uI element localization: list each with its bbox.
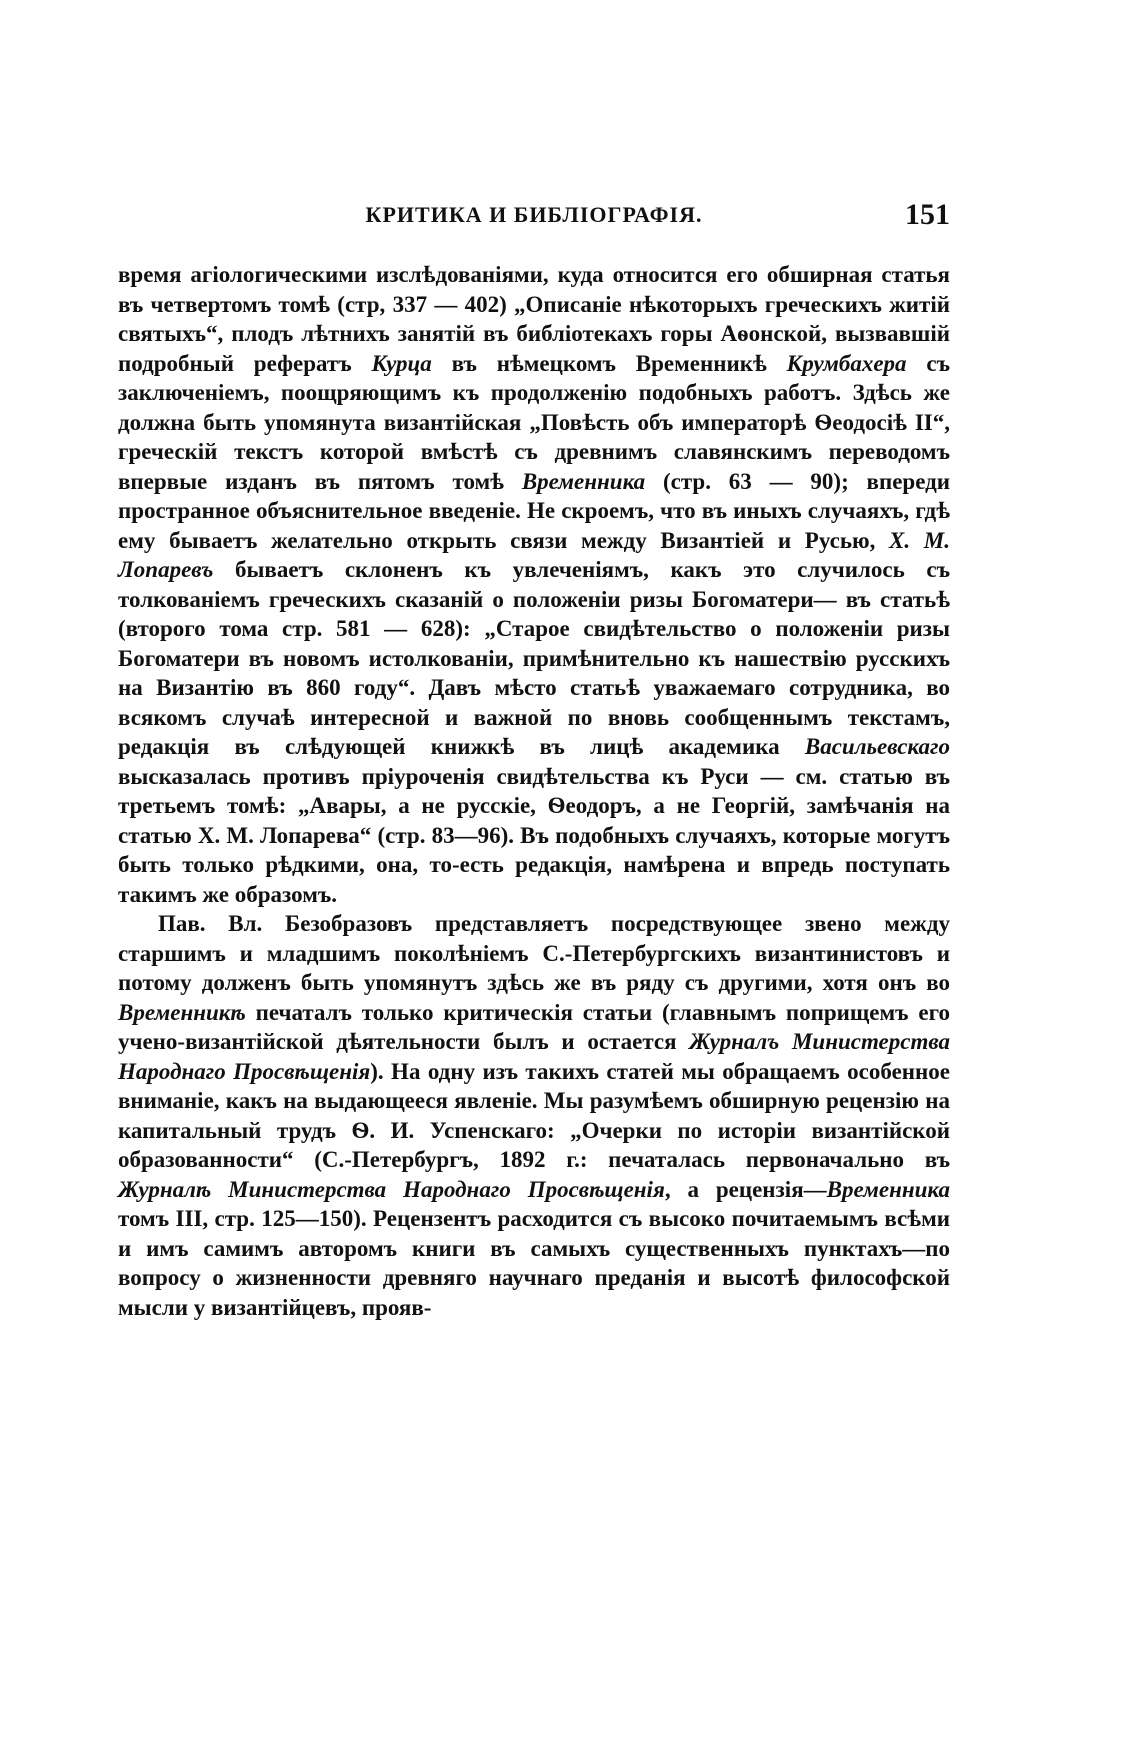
italic-reference: Х. М. Лопаревъ <box>118 527 950 582</box>
running-title: КРИТИКА И БИБЛІОГРАФІЯ. <box>365 202 703 227</box>
paragraph <box>118 260 950 909</box>
italic-reference: Крумбахера <box>786 350 907 376</box>
body-text <box>118 260 950 1322</box>
text-run: бываетъ склоненъ къ увлеченіямъ, какъ это случилось съ толкованіемъ греческихъ сказаній о положеніи ризы Богоматери— въ статьѣ (второго тома стр. 581 — 628): „Старое свидѣтельство о положеніи ризы Богоматери въ новомъ истолкованіи, примѣнительно къ нашествію русскихъ на Византію въ 860 году“. Давъ мѣсто статьѣ уважаемаго сотрудника, во всякомъ случаѣ интересной и важной по вновь сообщеннымъ текстамъ, редакція въ слѣдующей книжкѣ въ лицѣ академика <box>118 557 950 759</box>
text-run: томъ III, стр. 125—150). Рецензентъ расходится съ высоко почитаемымъ всѣми и имъ самимъ авторомъ книги въ самыхъ существенныхъ пунктахъ—по вопросу о жизненности древняго научнаго преданія и высотѣ философской мысли у византійцевъ, прояв- <box>118 1206 950 1320</box>
italic-reference: Курца <box>371 350 432 376</box>
text-run: высказалась противъ пріуроченія свидѣтельства къ Руси — см. статью въ третьемъ томѣ: „Авары, а не русскіе, Ѳеодоръ, а не Георгій, замѣчанія на статью Х. М. Лопарева“ (стр. 83—96). Въ подобныхъ случаяхъ, которые могутъ быть только рѣдкими, она, то-есть редакція, намѣрена и впредь поступать такимъ же образомъ. <box>118 763 950 907</box>
page-number: 151 <box>905 198 950 231</box>
text-run: въ нѣмецкомъ Временникѣ <box>431 350 787 376</box>
text-run: печаталъ только критическія статьи (главнымъ поприщемъ его учено-византійской дѣятельности былъ и остается <box>118 999 950 1054</box>
italic-reference: Временникѣ <box>118 999 246 1025</box>
text-run: съ заключеніемъ, поощряющимъ къ продолженію подобныхъ работъ. Здѣсь же должна быть упомянута византійская „Повѣсть объ императорѣ Ѳеодосіѣ II“, греческій текстъ которой вмѣстѣ съ древнимъ славянскимъ переводомъ впервые изданъ въ пятомъ томѣ <box>118 350 950 494</box>
italic-reference: Временника <box>826 1176 950 1202</box>
italic-reference: Временника <box>521 468 646 494</box>
text-run: , а рецензія— <box>664 1176 827 1202</box>
italic-reference: Васильевскаго <box>804 734 950 759</box>
italic-reference: Журналѣ Министерства Народнаго Просвѣщенія <box>118 1176 665 1202</box>
text-run: (стр. 63 — 90); впереди пространное объяснительное введеніе. Не скроемъ, что въ иныхъ случаяхъ, гдѣ ему бываетъ желательно открыть связи между Византіей и Русью, <box>118 468 950 553</box>
text-run: время агіологическими изслѣдованіями, куда относится его обширная статья въ четвертомъ томѣ (стр, 337 — 402) „Описаніе нѣкоторыхъ греческихъ житій святыхъ“, плодъ лѣтнихъ занятій въ библіотекахъ горы Аѳонской, вызвавшій подробный рефератъ <box>118 262 950 376</box>
italic-reference: Журналъ Министерства Народнаго Просвѣщенія <box>118 1029 950 1084</box>
text-run: Пав. Вл. Безобразовъ представляетъ посредствующее звено между старшимъ и младшимъ поколѣніемъ С.-Петербургскихъ византинистовъ и потому долженъ быть упомянутъ здѣсь же въ ряду съ другими, хотя онъ во <box>118 911 950 995</box>
text-run: ). На одну изъ такихъ статей мы обращаемъ особенное вниманіе, какъ на выдающееся явленіе. Мы разумѣемъ обширную рецензію на капитальный трудъ Ѳ. И. Успенскаго: „Очерки по исторіи византійской образованности“ (С.-Петербургъ, 1892 г.: печаталась первоначально въ <box>118 1058 950 1172</box>
page-header <box>118 198 950 238</box>
paragraph <box>118 909 950 1322</box>
